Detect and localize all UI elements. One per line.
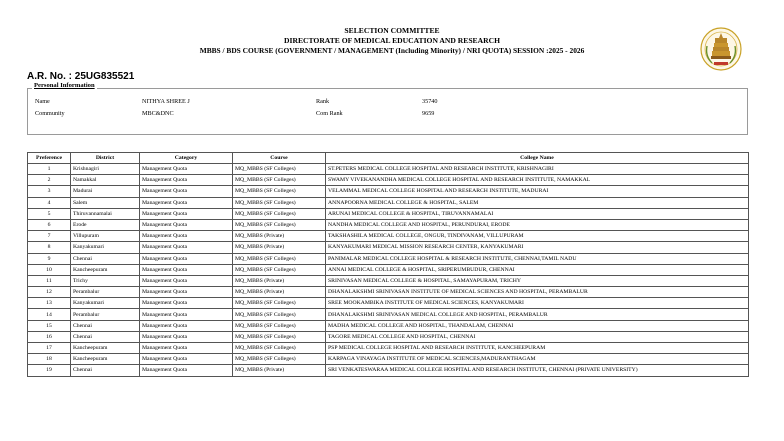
preference-cell: 10 xyxy=(28,264,71,275)
district-cell: Kanyakumari xyxy=(71,298,140,309)
table-row xyxy=(28,343,749,354)
preference-cell: 15 xyxy=(28,320,71,331)
course-cell: MQ_MBBS (SF Colleges) xyxy=(233,264,326,275)
category-cell: Management Quota xyxy=(140,242,233,253)
committee-title: SELECTION COMMITTEE xyxy=(344,26,440,35)
course-cell: MQ_MBBS (SF Colleges) xyxy=(233,331,326,342)
college-name-cell: PANIMALAR MEDICAL COLLEGE HOSPITAL & RESEARCH INSTITUTE, CHENNAI,TAMIL NADU xyxy=(326,253,749,264)
table-header-row xyxy=(28,153,749,164)
course-cell: MQ_MBBS (SF Colleges) xyxy=(233,197,326,208)
category-cell: Management Quota xyxy=(140,186,233,197)
district-cell: Perambalur xyxy=(71,309,140,320)
course-cell: MQ_MBBS (SF Colleges) xyxy=(233,219,326,230)
directorate-title: DIRECTORATE OF MEDICAL EDUCATION AND RESEARCH xyxy=(284,36,500,45)
college-name-cell: SREE MOOKAMBIKA INSTITUTE OF MEDICAL SCIENCES, KANYAKUMARI xyxy=(326,298,749,309)
category-cell: Management Quota xyxy=(140,219,233,230)
community-label: Community xyxy=(35,110,65,117)
course-cell: MQ_MBBS (SF Colleges) xyxy=(233,186,326,197)
college-name-cell: SRI VENKATESWARAA MEDICAL COLLEGE HOSPITAL AND RESEARCH INSTITUTE, CHENNAI (PRIVATE UNIVERSITY) xyxy=(326,365,749,376)
name-value: NITHYA SHREE J xyxy=(142,98,190,105)
preference-cell: 19 xyxy=(28,365,71,376)
preference-cell: 7 xyxy=(28,231,71,242)
course-cell: MQ_MBBS (Private) xyxy=(233,365,326,376)
district-cell: Kancheepuram xyxy=(71,343,140,354)
table-row xyxy=(28,287,749,298)
course-cell: MQ_MBBS (SF Colleges) xyxy=(233,309,326,320)
college-name-cell: TAGORE MEDICAL COLLEGE AND HOSPITAL, CHENNAI xyxy=(326,331,749,342)
session-title: MBBS / BDS COURSE (GOVERNMENT / MANAGEMENT (Including Minority) / NRI QUOTA) SESSION :2025 - 2026 xyxy=(199,46,585,55)
course-cell: MQ_MBBS (SF Colleges) xyxy=(233,164,326,175)
table-row xyxy=(28,298,749,309)
college-name-cell: DHANALAKSHMI SRINIVASAN INSTITUTE OF MEDICAL SCIENCES AND HOSPITAL, PERAMBALUR xyxy=(326,287,749,298)
course-cell: MQ_MBBS (SF Colleges) xyxy=(233,175,326,186)
district-cell: Trichy xyxy=(71,275,140,286)
table-row xyxy=(28,231,749,242)
course-cell: MQ_MBBS (SF Colleges) xyxy=(233,298,326,309)
district-cell: Chennai xyxy=(71,365,140,376)
preference-cell: 6 xyxy=(28,219,71,230)
table-row xyxy=(28,275,749,286)
preference-cell: 14 xyxy=(28,309,71,320)
college-name-cell: ARUNAI MEDICAL COLLEGE & HOSPITAL, TIRUVANNAMALAI xyxy=(326,208,749,219)
header-category: Category xyxy=(140,153,233,164)
course-cell: MQ_MBBS (SF Colleges) xyxy=(233,208,326,219)
application-number: A.R. No. : 25UG835521 xyxy=(27,71,135,82)
district-cell: Kanyakumari xyxy=(71,242,140,253)
category-cell: Management Quota xyxy=(140,197,233,208)
personal-information-panel xyxy=(27,88,748,135)
course-cell: MQ_MBBS (SF Colleges) xyxy=(233,320,326,331)
table-row xyxy=(28,242,749,253)
preference-cell: 11 xyxy=(28,275,71,286)
district-cell: Kancheepuram xyxy=(71,354,140,365)
preference-cell: 18 xyxy=(28,354,71,365)
com-rank-label: Com Rank xyxy=(316,110,343,117)
category-cell: Management Quota xyxy=(140,365,233,376)
college-name-cell: TAKSHASHILA MEDICAL COLLEGE, ONGUR, TINDIVANAM, VILLUPURAM xyxy=(326,231,749,242)
name-label: Name xyxy=(35,98,50,105)
table-row xyxy=(28,253,749,264)
preference-cell: 1 xyxy=(28,164,71,175)
district-cell: Krishnagiri xyxy=(71,164,140,175)
header-preference: Preference xyxy=(28,153,71,164)
table-row xyxy=(28,186,749,197)
category-cell: Management Quota xyxy=(140,343,233,354)
preference-cell: 3 xyxy=(28,186,71,197)
course-cell: MQ_MBBS (SF Colleges) xyxy=(233,343,326,354)
category-cell: Management Quota xyxy=(140,354,233,365)
college-name-cell: KARPAGA VINAYAGA INSTITUTE OF MEDICAL SCIENCES,MADURANTHAGAM xyxy=(326,354,749,365)
course-cell: MQ_MBBS (Private) xyxy=(233,231,326,242)
course-cell: MQ_MBBS (SF Colleges) xyxy=(233,253,326,264)
table-row xyxy=(28,354,749,365)
category-cell: Management Quota xyxy=(140,253,233,264)
community-value: MBC&DNC xyxy=(142,110,174,117)
college-name-cell: ANNAPOORNA MEDICAL COLLEGE & HOSPITAL, SALEM xyxy=(326,197,749,208)
preference-cell: 5 xyxy=(28,208,71,219)
category-cell: Management Quota xyxy=(140,287,233,298)
course-cell: MQ_MBBS (Private) xyxy=(233,242,326,253)
district-cell: Namakkal xyxy=(71,175,140,186)
preference-cell: 4 xyxy=(28,197,71,208)
district-cell: Chennai xyxy=(71,331,140,342)
category-cell: Management Quota xyxy=(140,275,233,286)
preference-cell: 13 xyxy=(28,298,71,309)
preferences-table xyxy=(27,152,749,377)
table-row xyxy=(28,208,749,219)
district-cell: Villupuram xyxy=(71,231,140,242)
course-cell: MQ_MBBS (Private) xyxy=(233,275,326,286)
district-cell: Chennai xyxy=(71,320,140,331)
rank-value: 35740 xyxy=(422,98,438,105)
category-cell: Management Quota xyxy=(140,309,233,320)
table-row xyxy=(28,331,749,342)
table-row xyxy=(28,365,749,376)
preference-cell: 16 xyxy=(28,331,71,342)
category-cell: Management Quota xyxy=(140,320,233,331)
category-cell: Management Quota xyxy=(140,264,233,275)
district-cell: Chennai xyxy=(71,253,140,264)
preference-cell: 2 xyxy=(28,175,71,186)
com-rank-value: 9659 xyxy=(422,110,435,117)
district-cell: Erode xyxy=(71,219,140,230)
district-cell: Madurai xyxy=(71,186,140,197)
table-row xyxy=(28,164,749,175)
college-name-cell: VELAMMAL MEDICAL COLLEGE HOSPITAL AND RESEARCH INSTITUTE, MADURAI xyxy=(326,186,749,197)
college-name-cell: MADHA MEDICAL COLLEGE AND HOSPITAL, THANDALAM, CHENNAI xyxy=(326,320,749,331)
table-row xyxy=(28,264,749,275)
college-name-cell: DHANALAKSHMI SRINIVASAN MEDICAL COLLEGE AND HOSPITAL, PERAMBALUR xyxy=(326,309,749,320)
preference-cell: 8 xyxy=(28,242,71,253)
district-cell: Salem xyxy=(71,197,140,208)
college-name-cell: KANYAKUMARI MEDICAL MISSION RESEARCH CENTER, KANYAKUMARI xyxy=(326,242,749,253)
course-cell: MQ_MBBS (Private) xyxy=(233,287,326,298)
course-cell: MQ_MBBS (SF Colleges) xyxy=(233,354,326,365)
preference-cell: 12 xyxy=(28,287,71,298)
table-row xyxy=(28,309,749,320)
college-name-cell: ST.PETERS MEDICAL COLLEGE HOSPITAL AND RESEARCH INSTITUTE, KRISHNAGIRI xyxy=(326,164,749,175)
preference-cell: 9 xyxy=(28,253,71,264)
table-row xyxy=(28,219,749,230)
category-cell: Management Quota xyxy=(140,164,233,175)
category-cell: Management Quota xyxy=(140,231,233,242)
header-district: District xyxy=(71,153,140,164)
preference-cell: 17 xyxy=(28,343,71,354)
tamil-nadu-emblem-icon xyxy=(698,26,744,72)
college-name-cell: SRINIVASAN MEDICAL COLLEGE & HOSPITAL, SAMAYAPURAM, TRICHY xyxy=(326,275,749,286)
college-name-cell: NANDHA MEDICAL COLLEGE AND HOSPITAL, PERUNDURAI, ERODE xyxy=(326,219,749,230)
district-cell: Perambalur xyxy=(71,287,140,298)
college-name-cell: PSP MEDICAL COLLEGE HOSPITAL AND RESEARCH INSTITUTE, KANCHEEPURAM xyxy=(326,343,749,354)
table-row xyxy=(28,197,749,208)
district-cell: Kancheepuram xyxy=(71,264,140,275)
district-cell: Thiruvannamalai xyxy=(71,208,140,219)
rank-label: Rank xyxy=(316,98,330,105)
category-cell: Management Quota xyxy=(140,331,233,342)
table-row xyxy=(28,175,749,186)
category-cell: Management Quota xyxy=(140,175,233,186)
college-name-cell: ANNAI MEDICAL COLLEGE & HOSPITAL, SRIPERUMBUDUR, CHENNAI xyxy=(326,264,749,275)
personal-information-legend: Personal Information xyxy=(34,82,95,89)
header-course: Course xyxy=(233,153,326,164)
category-cell: Management Quota xyxy=(140,298,233,309)
category-cell: Management Quota xyxy=(140,208,233,219)
header-college-name: College Name xyxy=(326,153,749,164)
table-row xyxy=(28,320,749,331)
college-name-cell: SWAMY VIVEKANANDHA MEDICAL COLLEGE HOSPITAL AND RESEARCH INSTITUTE, NAMAKKAL xyxy=(326,175,749,186)
